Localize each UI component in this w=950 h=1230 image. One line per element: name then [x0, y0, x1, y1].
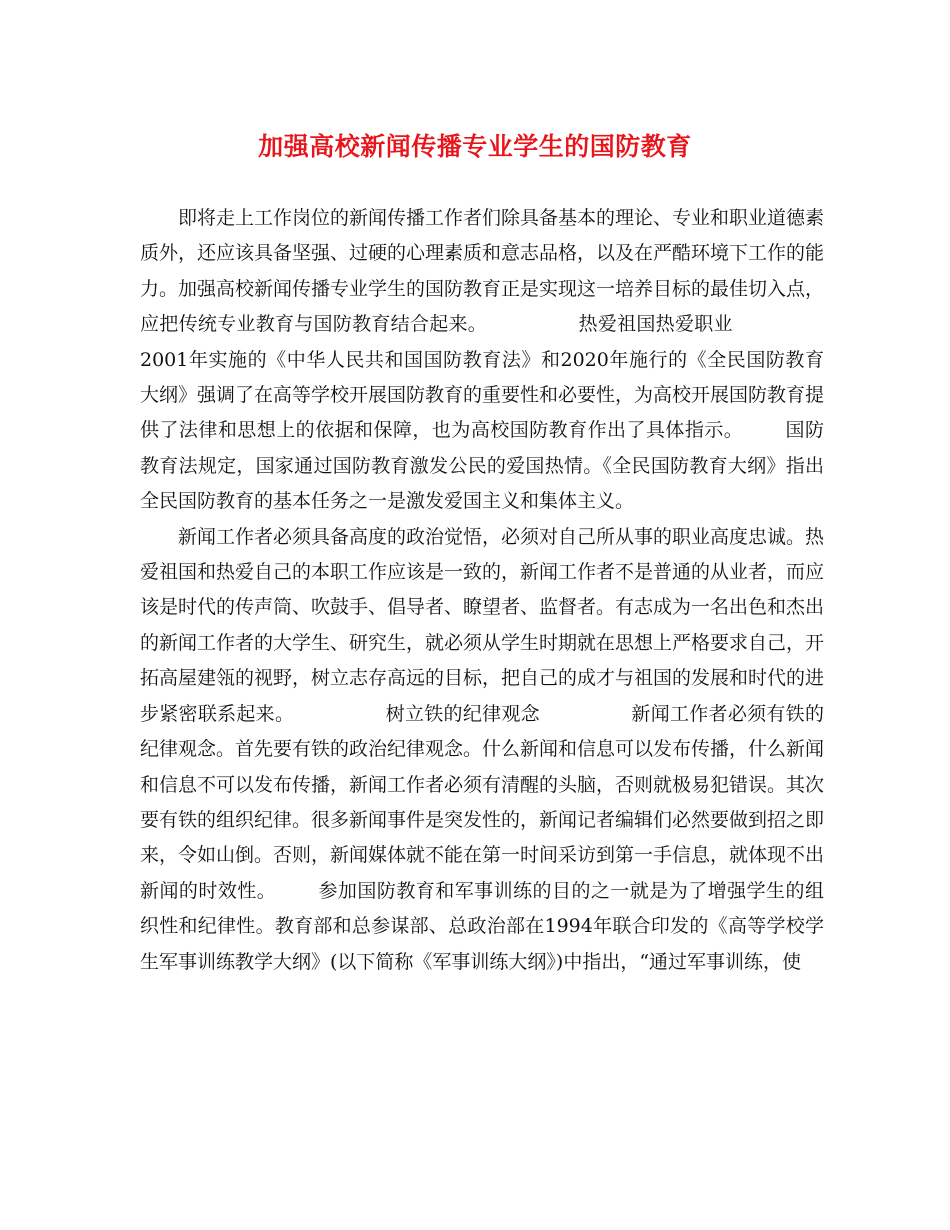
paragraph-2-text-2: 新闻工作者必须有铁的纪律观念。首先要有铁的政治纪律观念。什么新闻和信息可以发布传播，什么新闻和信息不可以发布传播，新闻工作者必须有清醒的头脑，否则就极易犯错误。其次要有铁的组织纪律。很多新闻事件是突发性的，新闻记者编辑们必然要做到招之即来，令如山倒。否则，新闻媒体就不能在第一时间采访到第一手信息，就体现不出新闻的时效性。: [140, 702, 825, 902]
paragraph-1-text-3: 国防教育法规定，国家通过国防教育激发公民的爱国热情。《全民国防教育大纲》指出全民国防教育的基本任务之一是激发爱国主义和集体主义。: [140, 419, 824, 513]
document-body: [140, 201, 824, 980]
paragraph-2: [140, 520, 824, 980]
document-title: 加强高校新闻传播专业学生的国防教育: [258, 132, 692, 161]
paragraph-2-text-1: 新闻工作者必须具备高度的政治觉悟，必须对自己所从事的职业高度忠诚。热爱祖国和热爱自己的本职工作应该是一致的，新闻工作者不是普通的从业者，而应该是时代的传声筒、吹鼓手、倡导者、瞭望者、监督者。有志成为一名出色和杰出的新闻工作者的大学生、研究生，就必须从学生时期就在思想上严格要求自己，开拓高屋建瓴的视野，树立志存高远的目标，把自己的成才与祖国的发展和时代的进步紧密联系起来。: [140, 525, 825, 725]
paragraph-1-text-2: 2001年实施的《中华人民共和国国防教育法》和2020年施行的《全民国防教育大纲》强调了在高等学校开展国防教育的重要性和必要性，为高校开展国防教育提供了法律和思想上的依据和保障，也为高校国防教育作出了具体指示。: [140, 348, 825, 442]
paragraph-1-text-1: 即将走上工作岗位的新闻传播工作者们除具备基本的理论、专业和职业道德素质外，还应该具备坚强、过硬的心理素质和意志品格，以及在严酷环境下工作的能力。加强高校新闻传播专业学生的国防教育正是实现这一培养目标的最佳切入点，应把传统专业教育与国防教育结合起来。: [140, 207, 825, 336]
section-heading-1: 热爱祖国热爱职业: [578, 313, 733, 336]
paragraph-1: [140, 201, 824, 520]
paragraph-2-text-3: 参加国防教育和军事训练的目的之一就是为了增强学生的组织性和纪律性。教育部和总参谋部、总政治部在1994年联合印发的《高等学校学生军事训练教学大纲》(以下简称《军事训练大纲》)中指出，“通过军事训练，使: [140, 879, 824, 973]
section-heading-2: 树立铁的纪律观念: [385, 702, 540, 725]
